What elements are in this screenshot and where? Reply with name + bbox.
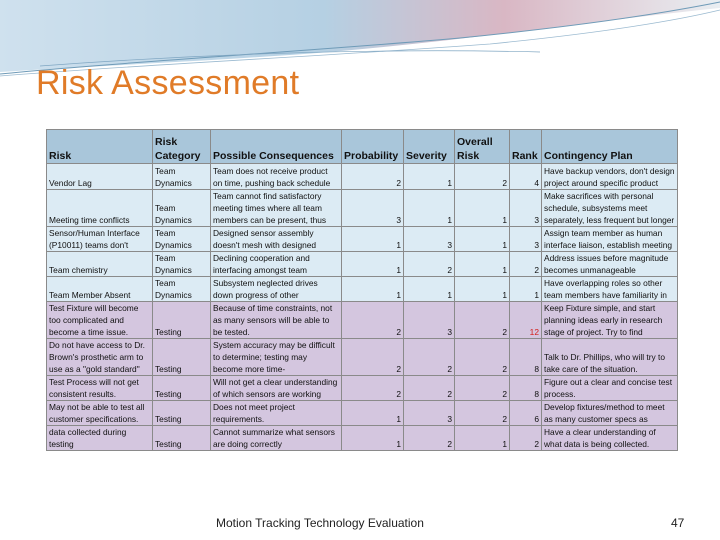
cell-plan: Have overlapping roles so other team members have familiarity in bbox=[542, 277, 678, 302]
cell-consequences: Will not get a clear understanding of which sensors are working bbox=[211, 376, 342, 401]
cell-category: Team Dynamics bbox=[153, 252, 211, 277]
cell-risk: Team Member Absent bbox=[47, 277, 153, 302]
table-row bbox=[47, 302, 678, 339]
cell-overall: 2 bbox=[455, 401, 510, 426]
cell-risk: May not be able to test all customer specifications. bbox=[47, 401, 153, 426]
cell-consequences: Team does not receive product on time, pushing back schedule bbox=[211, 164, 342, 190]
cell-overall: 1 bbox=[455, 426, 510, 451]
cell-consequences: Cannot summarize what sensors are doing correctly bbox=[211, 426, 342, 451]
cell-rank: 12 bbox=[510, 302, 542, 339]
cell-rank: 8 bbox=[510, 376, 542, 401]
risk-table bbox=[46, 129, 678, 451]
cell-overall: 1 bbox=[455, 252, 510, 277]
cell-severity: 3 bbox=[404, 302, 455, 339]
cell-risk: Test Process will not get consistent results. bbox=[47, 376, 153, 401]
cell-probability: 2 bbox=[342, 164, 404, 190]
cell-rank: 8 bbox=[510, 339, 542, 376]
cell-category: Testing bbox=[153, 339, 211, 376]
cell-probability: 2 bbox=[342, 376, 404, 401]
cell-severity: 2 bbox=[404, 252, 455, 277]
cell-overall: 2 bbox=[455, 339, 510, 376]
cell-rank: 6 bbox=[510, 401, 542, 426]
header-rank: Rank bbox=[510, 130, 542, 164]
cell-consequences: Because of time constraints, not as many sensors will be able to be tested. bbox=[211, 302, 342, 339]
cell-probability: 1 bbox=[342, 426, 404, 451]
cell-probability: 2 bbox=[342, 339, 404, 376]
table-header-row bbox=[47, 130, 678, 164]
cell-rank: 1 bbox=[510, 277, 542, 302]
cell-severity: 1 bbox=[404, 190, 455, 227]
cell-rank: 2 bbox=[510, 252, 542, 277]
cell-plan: Keep Fixture simple, and start planning ideas early in research stage of project. Try to find bbox=[542, 302, 678, 339]
cell-consequences: System accuracy may be difficult to determine; testing may become more time- bbox=[211, 339, 342, 376]
cell-consequences: Declining cooperation and interfacing amongst team bbox=[211, 252, 342, 277]
cell-severity: 1 bbox=[404, 277, 455, 302]
header-probability: Probability bbox=[342, 130, 404, 164]
cell-probability: 1 bbox=[342, 401, 404, 426]
header-contingency-plan: Contingency Plan bbox=[542, 130, 678, 164]
cell-overall: 1 bbox=[455, 227, 510, 252]
cell-category: Team Dynamics bbox=[153, 164, 211, 190]
cell-risk: data collected during testing bbox=[47, 426, 153, 451]
table-row bbox=[47, 426, 678, 451]
cell-risk: Test Fixture will become too complicated and become a time issue. bbox=[47, 302, 153, 339]
cell-overall: 1 bbox=[455, 277, 510, 302]
cell-plan: Address issues before magnitude becomes unmanageable bbox=[542, 252, 678, 277]
cell-plan: Figure out a clear and concise test process. bbox=[542, 376, 678, 401]
table-row bbox=[47, 376, 678, 401]
cell-probability: 1 bbox=[342, 227, 404, 252]
cell-severity: 2 bbox=[404, 426, 455, 451]
cell-plan: Have a clear understanding of what data is being collected. bbox=[542, 426, 678, 451]
cell-category: Testing bbox=[153, 302, 211, 339]
header-risk: Risk bbox=[47, 130, 153, 164]
cell-plan: Develop fixtures/method to meet as many customer specs as bbox=[542, 401, 678, 426]
cell-category: Testing bbox=[153, 426, 211, 451]
cell-plan: Make sacrifices with personal schedule, subsystems meet separately, less frequent but longer bbox=[542, 190, 678, 227]
slide-title: Risk Assessment bbox=[36, 64, 300, 102]
cell-category: Team Dynamics bbox=[153, 227, 211, 252]
cell-severity: 3 bbox=[404, 227, 455, 252]
cell-consequences: Designed sensor assembly doesn't mesh with designed bbox=[211, 227, 342, 252]
table-row bbox=[47, 164, 678, 190]
cell-category: Testing bbox=[153, 376, 211, 401]
table-row bbox=[47, 339, 678, 376]
cell-overall: 1 bbox=[455, 190, 510, 227]
cell-risk: Do not have access to Dr. Brown's prosthetic arm to use as a "gold standard" bbox=[47, 339, 153, 376]
cell-rank: 3 bbox=[510, 190, 542, 227]
header-risk-category: Risk Category bbox=[153, 130, 211, 164]
cell-severity: 2 bbox=[404, 339, 455, 376]
cell-severity: 1 bbox=[404, 164, 455, 190]
table-row bbox=[47, 227, 678, 252]
cell-rank: 2 bbox=[510, 426, 542, 451]
cell-overall: 2 bbox=[455, 376, 510, 401]
cell-rank: 3 bbox=[510, 227, 542, 252]
cell-plan: Have backup vendors, don't design project around specific product bbox=[542, 164, 678, 190]
cell-probability: 3 bbox=[342, 190, 404, 227]
page-number: 47 bbox=[671, 516, 685, 530]
table-row bbox=[47, 401, 678, 426]
cell-consequences: Team cannot find satisfactory meeting times where all team members can be present, thus bbox=[211, 190, 342, 227]
cell-overall: 2 bbox=[455, 302, 510, 339]
cell-category: Team Dynamics bbox=[153, 277, 211, 302]
cell-overall: 2 bbox=[455, 164, 510, 190]
cell-probability: 1 bbox=[342, 277, 404, 302]
cell-risk: Team chemistry bbox=[47, 252, 153, 277]
cell-risk: Vendor Lag bbox=[47, 164, 153, 190]
table-row bbox=[47, 252, 678, 277]
cell-severity: 3 bbox=[404, 401, 455, 426]
cell-severity: 2 bbox=[404, 376, 455, 401]
risk-table-container bbox=[46, 129, 677, 449]
cell-risk: Sensor/Human Interface (P10011) teams don't bbox=[47, 227, 153, 252]
cell-probability: 1 bbox=[342, 252, 404, 277]
cell-consequences: Does not meet project requirements. bbox=[211, 401, 342, 426]
slide-footer: Motion Tracking Technology Evaluation bbox=[216, 516, 424, 530]
table-row bbox=[47, 277, 678, 302]
header-overall-risk: Overall Risk bbox=[455, 130, 510, 164]
cell-plan: Assign team member as human interface liaison, establish meeting bbox=[542, 227, 678, 252]
header-possible-consequences: Possible Consequences bbox=[211, 130, 342, 164]
cell-category: Testing bbox=[153, 401, 211, 426]
cell-rank: 4 bbox=[510, 164, 542, 190]
cell-plan: Talk to Dr. Phillips, who will try to take care of the situation. bbox=[542, 339, 678, 376]
cell-risk: Meeting time conflicts bbox=[47, 190, 153, 227]
cell-category: Team Dynamics bbox=[153, 190, 211, 227]
table-row bbox=[47, 190, 678, 227]
cell-probability: 2 bbox=[342, 302, 404, 339]
cell-consequences: Subsystem neglected drives down progress of other bbox=[211, 277, 342, 302]
header-severity: Severity bbox=[404, 130, 455, 164]
